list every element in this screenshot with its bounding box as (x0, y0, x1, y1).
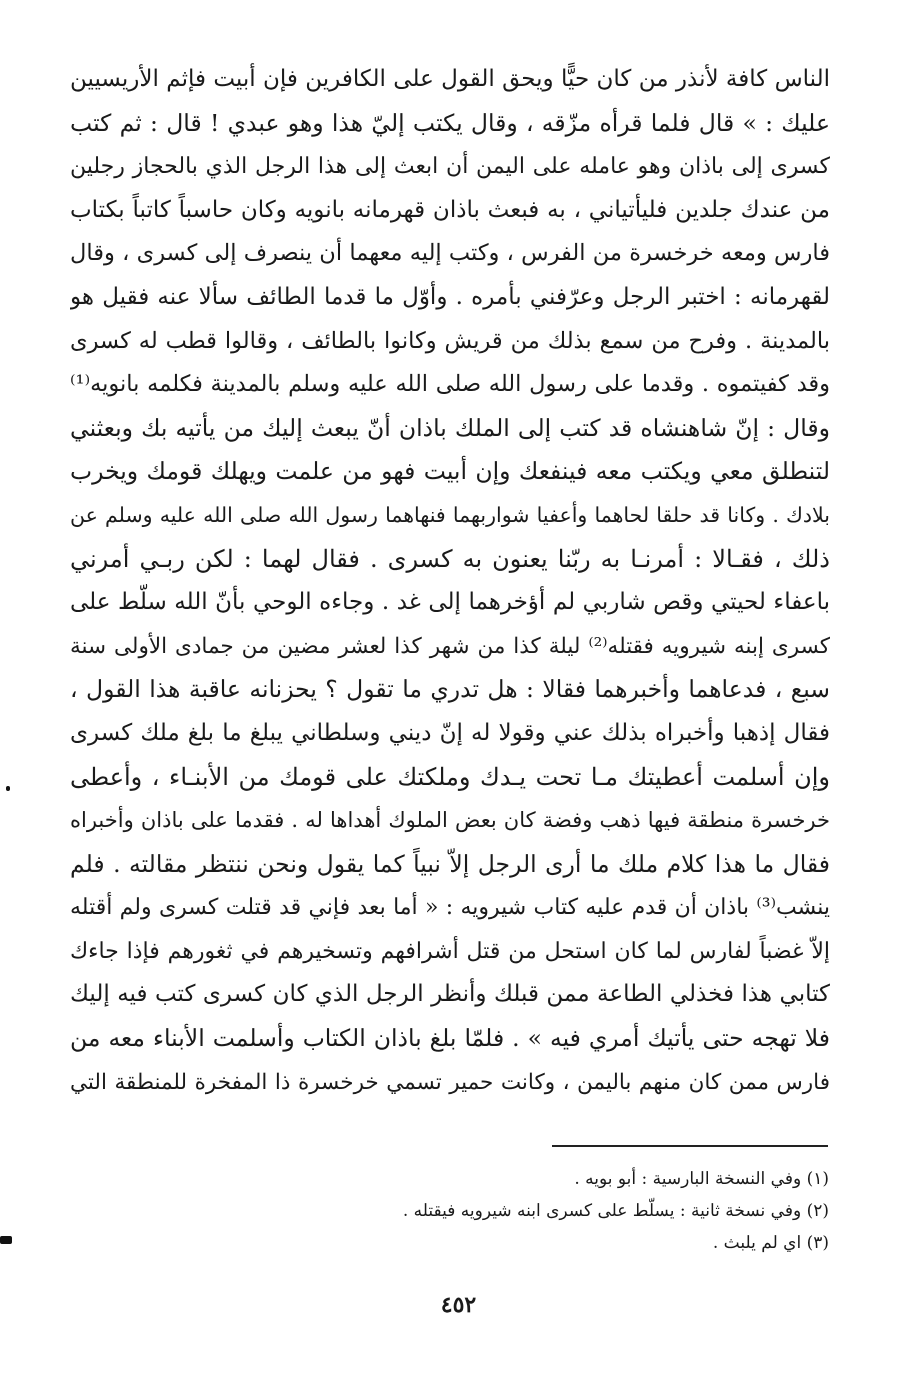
text-line: كسرى إبنه شيرويه فقتله⁽²⁾ ليلة كذا من شهر كذا لعشر مضين من جمادى الأولى سنة (70, 633, 830, 659)
text-line: ينشب⁽³⁾ باذان أن قدم عليه كتاب شيرويه : « أما بعد فإني قد قتلت كسرى ولم أقتله (70, 895, 830, 921)
footnote-line: (٢) وفي نسخة ثانية : يسلّط على كسرى ابنه شيرويه فيقتله . (402, 1201, 829, 1221)
text-line: باعفاء لحيتي وقص شاربي لم أؤخرهما إلى غد . وجاءه الوحي بأنّ الله سلّط على (70, 589, 830, 616)
main-text (70, 58, 830, 1104)
text-line: خرخسرة منطقة فيها ذهب وفضة كان بعض الملوك أهداها له . فقدما على باذان وأخبراه (70, 808, 830, 833)
text-line: لقهرمانه : اختبر الرجل وعرّفني بأمره . وأوّل ما قدما الطائف سألا عنه فقيل هو (70, 283, 830, 310)
scan-speck (6, 786, 10, 791)
text-line: بلادك . وكانا قد حلقا لحاهما وأعفيا شواربهما فنهاهما رسول الله صلى الله عليه وسلم عن (70, 502, 830, 527)
text-line: فقال إذهبا وأخبراه بذلك عني وقولا له إنّ ديني وسلطاني يبلغ ما بلغ ملك كسرى (70, 719, 830, 746)
text-line: لتنطلق معي ويكتب معه فينفعك وإن أبيت فهو من علمت ويهلك قومك ويخرب (70, 457, 830, 486)
text-line: من عندك جلدين فليأتياني ، به فبعث باذان قهرمانه بانويه وكان حاسباً كاتباً بكتاب (70, 196, 830, 223)
text-line: وقال : إنّ شاهنشاه قد كتب إلى الملك باذان أنّ يبعث إليك من يأتيه بك وبعثني (70, 413, 830, 442)
text-line: عليك : » قال فلما قرأه مزّقه ، وقال يكتب إليّ هذا وهو عبدي ! قال : ثم كتب (70, 108, 830, 137)
text-line: بالمدينة . وفرح من سمع بذلك من قريش وكانوا بالطائف ، وقالوا قطب له كسرى (70, 327, 830, 354)
text-line: فارس ومعه خرخسرة من الفرس ، وكتب إليه معهما أن ينصرف إلى كسرى ، وقال (70, 240, 830, 267)
text-line: فلا تهجه حتى يأتيك أمري فيه » . فلمّا بلغ باذان الكتاب وأسلمت الأبناء معه من (70, 1024, 830, 1053)
scan-edge-mark (0, 1236, 12, 1244)
text-line: فارس ممن كان منهم باليمن ، وكانت حمير تسمي خرخسرة ذا المفخرة للمنطقة التي (70, 1069, 830, 1095)
text-line: ذلك ، فقـالا : أمرنـا به ربّنا يعنون به كسرى . فقال لهما : لكن ربـي أمرني (70, 544, 830, 573)
text-line: إلاّ غضباً لفارس لما كان استحل من قتل أشرافهم وتسخيرهم في ثغورهم فإذا جاءك (70, 938, 830, 964)
footnote-separator (552, 1145, 828, 1147)
footnote-line: (٣) اي لم يلبث . (712, 1233, 829, 1253)
page-number: ٤٥٢ (440, 1292, 477, 1318)
text-line: كتابي هذا فخذلي الطاعة ممن قبلك وأنظر الرجل الذي كان كسرى كتب فيه إليك (70, 981, 830, 1008)
text-line: وإن أسلمت أعطيتك مـا تحت يـدك وملكتك على قومك من الأبنـاء ، وأعطى (70, 762, 830, 791)
footnotes (229, 1163, 829, 1259)
text-line: كسرى إلى باذان وهو عامله على اليمن أن ابعث إلى هذا الرجل الذي بالحجاز رجلين (70, 154, 830, 180)
text-line: سبع ، فدعاهما وأخبرهما فقالا : هل تدري ما تقول ؟ يحزنانه عاقبة هذا القول ، (70, 675, 830, 704)
text-line: الناس كافة لأنذر من كان حيًّا ويحق القول على الكافرين فإن أبيت فإثم الأريسيين (70, 66, 830, 92)
text-line: فقال ما هذا كلام ملك ما أرى الرجل إلاّ نبياً كما يقول ونحن ننتظر مقالته . فلم (70, 849, 830, 878)
text-line: وقد كفيتموه . وقدما على رسول الله صلى الله عليه وسلم بالمدينة فكلمه بانويه⁽¹⁾ (70, 371, 830, 398)
footnote-line: (١) وفي النسخة البارسية : أبو بويه . (574, 1169, 829, 1189)
